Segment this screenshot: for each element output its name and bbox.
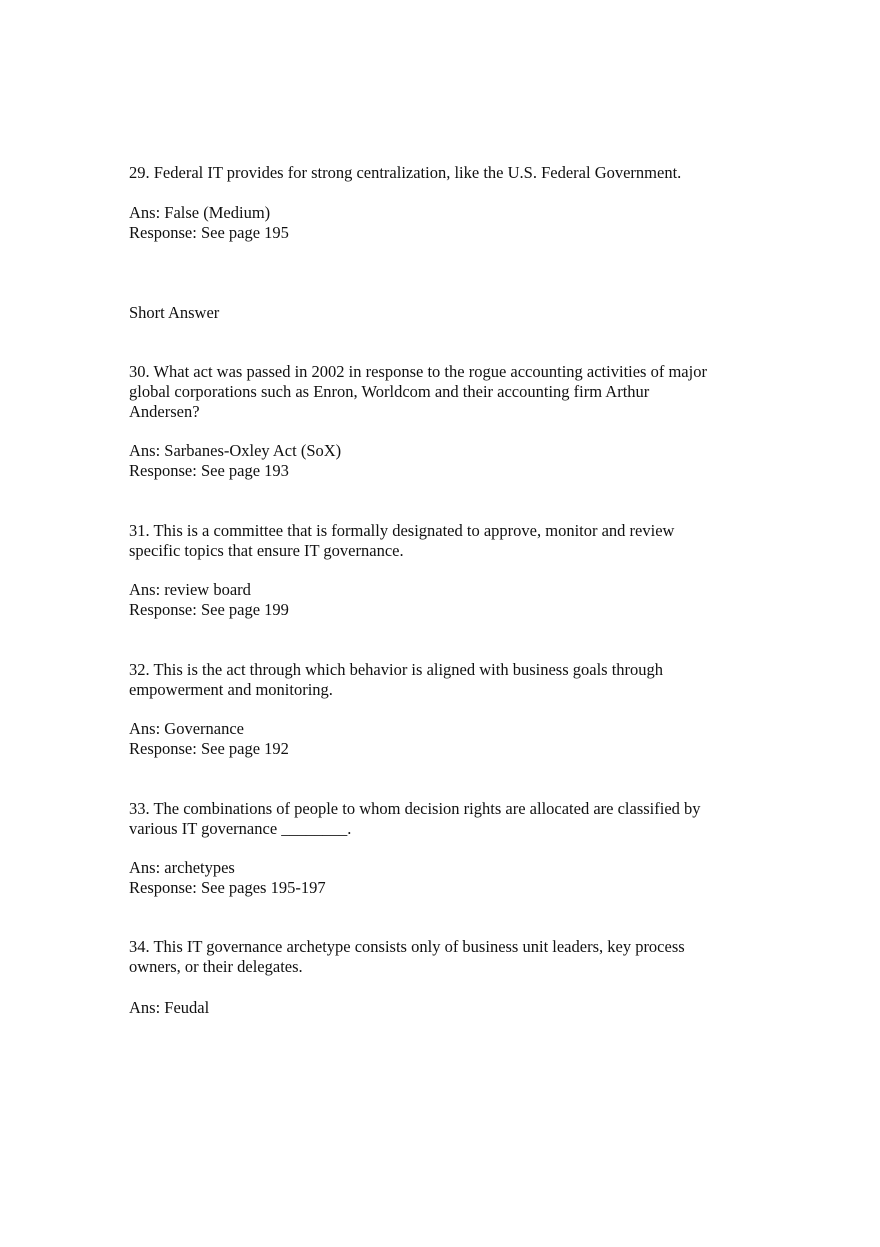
answer-32 — [129, 719, 749, 759]
answer-34 — [129, 998, 749, 1018]
question-line: 30. What act was passed in 2002 in response to the rogue accounting activities of major — [129, 362, 707, 381]
question-line: specific topics that ensure IT governance. — [129, 541, 404, 560]
question-line: 32. This is the act through which behavior is aligned with business goals through — [129, 660, 664, 679]
answer-30 — [129, 441, 749, 481]
answer-33 — [129, 858, 749, 898]
question-line: owners, or their delegates. — [129, 957, 303, 976]
question-31-text — [129, 521, 749, 561]
answer-line: Ans: Governance — [129, 719, 245, 738]
question-line: 31. This is a committee that is formally designated to approve, monitor and review — [129, 521, 675, 540]
question-33-text — [129, 799, 749, 839]
response-line: Response: See pages 195-197 — [129, 878, 326, 897]
answer-29 — [129, 203, 749, 243]
question-line: global corporations such as Enron, Worldcom and their accounting firm Arthur — [129, 382, 650, 401]
answer-line: Ans: False (Medium) — [129, 203, 271, 222]
question-line: Andersen? — [129, 402, 200, 421]
question-line: 33. The combinations of people to whom decision rights are allocated are classified by — [129, 799, 701, 818]
section-heading-text: Short Answer — [129, 303, 220, 322]
question-29-text — [129, 163, 749, 183]
question-line: 29. Federal IT provides for strong centralization, like the U.S. Federal Government. — [129, 163, 682, 182]
answer-line: Ans: Sarbanes-Oxley Act (SoX) — [129, 441, 342, 460]
response-line: Response: See page 192 — [129, 739, 289, 758]
response-line: Response: See page 195 — [129, 223, 289, 242]
answer-line: Ans: archetypes — [129, 858, 235, 877]
response-line: Response: See page 199 — [129, 600, 289, 619]
answer-line: Ans: review board — [129, 580, 251, 599]
section-heading — [129, 303, 749, 323]
response-line: Response: See page 193 — [129, 461, 289, 480]
question-line: various IT governance ________. — [129, 819, 352, 838]
answer-31 — [129, 580, 749, 620]
question-32-text — [129, 660, 749, 700]
question-line: 34. This IT governance archetype consists only of business unit leaders, key process — [129, 937, 685, 956]
question-30-text — [129, 362, 749, 422]
question-34-text — [129, 937, 749, 977]
answer-line: Ans: Feudal — [129, 998, 210, 1017]
question-line: empowerment and monitoring. — [129, 680, 333, 699]
